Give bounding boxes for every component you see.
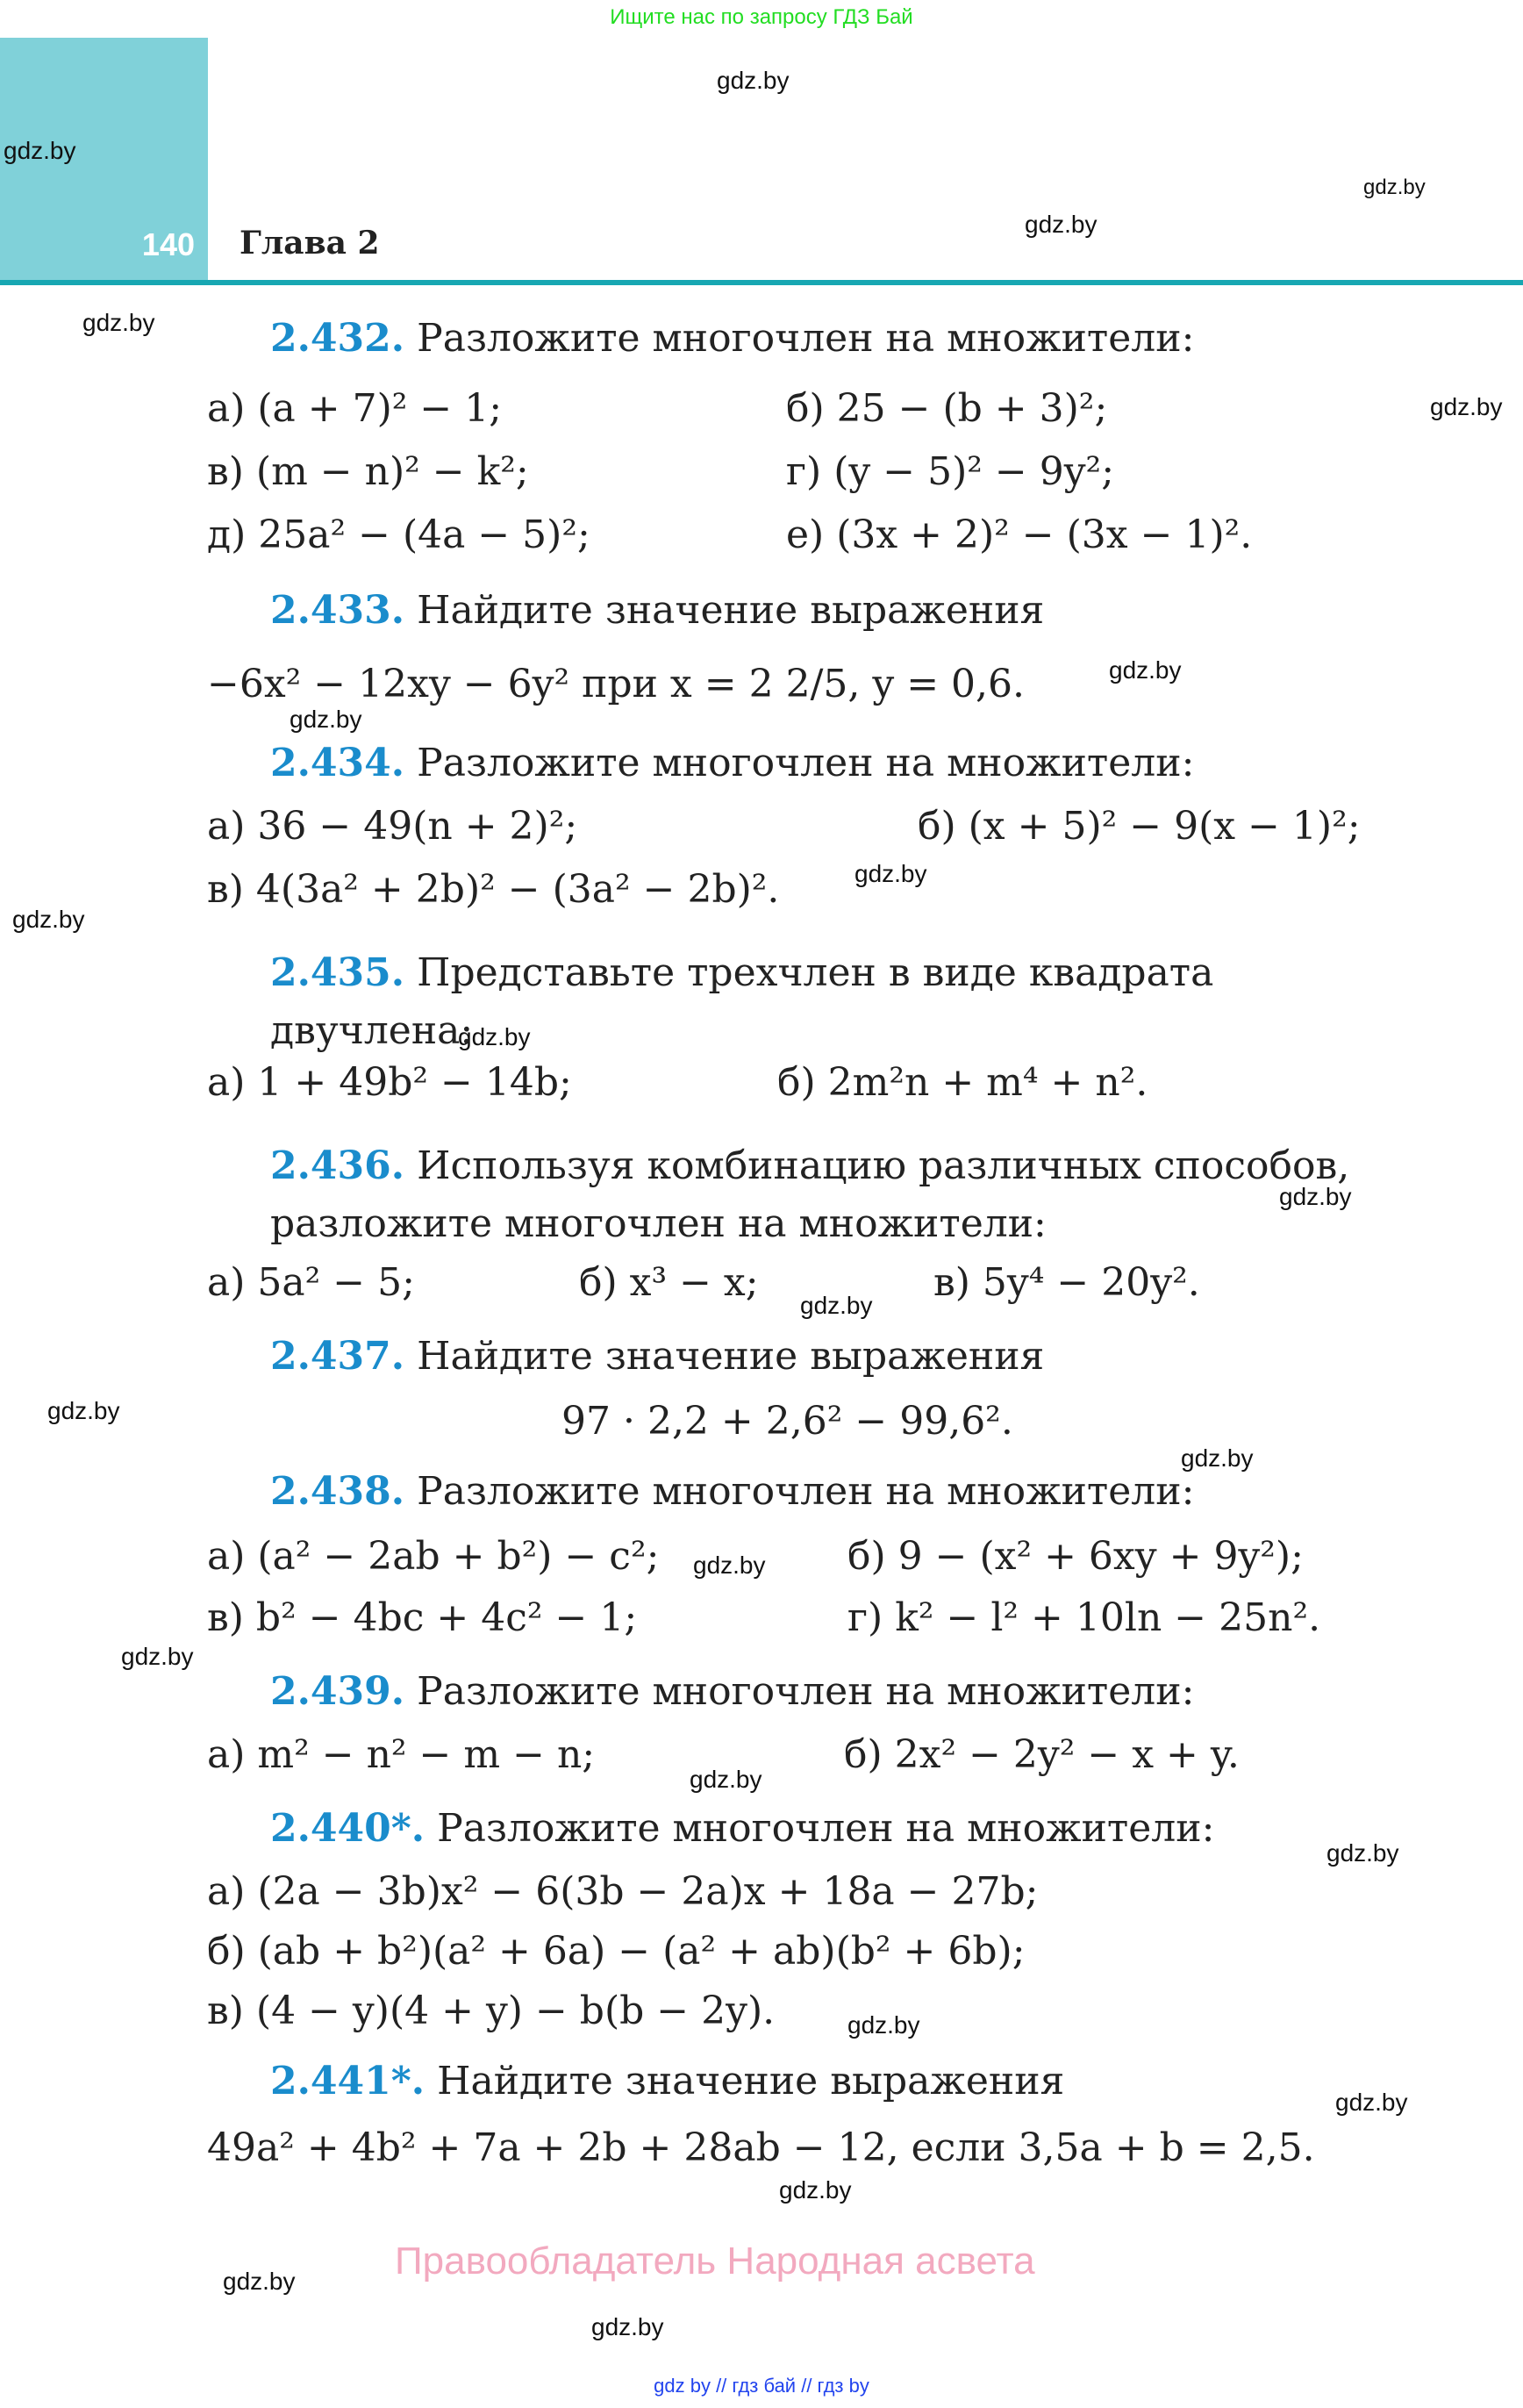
watermark: gdz.by [847,2011,920,2039]
problem-item: в) (m − n)² − k²; [207,449,529,494]
problem-item: б) 9 − (x² + 6xy + 9y²); [847,1534,1304,1579]
problem-title: Представьте трехчлен в виде квадрата двучлена: [270,950,1214,1053]
watermark: gdz.by [1430,393,1503,420]
problem-item: а) (a + 7)² − 1; [207,386,503,431]
problem-number: 2.436. [270,1143,405,1188]
watermark: gdz.by [1326,1839,1399,1867]
chapter-title: Глава 2 [240,225,380,262]
problem-2432-heading [270,316,1195,361]
problem-2439-heading [270,1669,1195,1714]
problem-number: 2.439. [270,1669,405,1714]
problem-title: Найдите значение выражения [417,588,1045,633]
watermark: gdz.by [290,706,362,733]
problem-title: Разложите многочлен на множители: [417,1669,1195,1714]
problem-2441-heading [270,2059,1065,2103]
problem-item: б) 2m²n + m⁴ + n². [777,1060,1148,1105]
footer-links[interactable]: gdz by // гдз бай // гдз by [654,2375,869,2397]
watermark: gdz.by [717,67,790,94]
problem-title: Используя комбинацию различных способов, разложите многочлен на множители: [270,1143,1350,1246]
problem-2434-heading [270,741,1195,785]
problem-item: а) (a² − 2ab + b²) − c²; [207,1534,660,1579]
problem-item: а) 1 + 49b² − 14b; [207,1060,572,1105]
problem-2440-heading [270,1806,1215,1851]
problem-item: в) b² − 4bc + 4c² − 1; [207,1595,638,1640]
watermark: gdz.by [223,2268,296,2295]
watermark: gdz.by [121,1643,194,1670]
watermark: gdz.by [591,2313,664,2340]
problem-title: Разложите многочлен на множители: [417,1469,1195,1514]
problem-item: б) 2x² − 2y² − x + y. [844,1732,1240,1777]
top-banner: Ищите нас по запросу ГДЗ Бай [610,5,913,29]
problem-expression: 49a² + 4b² + 7a + 2b + 28ab − 12, если 3,5a + b = 2,5. [207,2125,1315,2170]
problem-2433-heading [270,588,1045,633]
watermark: gdz.by [1335,2089,1408,2116]
problem-title: Разложите многочлен на множители: [417,741,1195,785]
watermark: gdz.by [690,1766,762,1793]
problem-item: в) 4(3a² + 2b)² − (3a² − 2b)². [207,867,780,912]
problem-title: Найдите значение выражения [417,1334,1045,1379]
problem-item: г) k² − l² + 10ln − 25n². [847,1595,1321,1640]
problem-2438-heading [270,1469,1195,1514]
problem-expression: −6x² − 12xy − 6y² при x = 2 2/5, y = 0,6. [207,662,1026,706]
page-number: 140 [141,226,195,262]
copyright-notice: Правообладатель Народная асвета [395,2240,1035,2283]
watermark: gdz.by [800,1292,873,1319]
problem-number: 2.434. [270,741,405,785]
problem-item: б) (x + 5)² − 9(x − 1)²; [918,804,1361,849]
watermark: gdz.by [1181,1444,1254,1472]
problem-number: 2.432. [270,316,405,361]
watermark: gdz.by [82,309,155,336]
problem-item: б) (ab + b²)(a² + 6a) − (a² + ab)(b² + 6b); [207,1929,1026,1974]
problem-number: 2.441*. [270,2059,425,2103]
problem-item: б) 25 − (b + 3)²; [786,386,1108,431]
problem-item: б) x³ − x; [579,1260,759,1305]
problem-item: г) (y − 5)² − 9y²; [786,449,1115,494]
problem-title: Разложите многочлен на множители: [417,316,1195,361]
watermark: gdz.by [47,1397,120,1424]
watermark: gdz.by [4,137,76,164]
problem-expression: 97 · 2,2 + 2,6² − 99,6². [561,1399,1013,1444]
watermark: gdz.by [12,906,85,933]
watermark: gdz.by [693,1552,766,1579]
problem-2435-heading [270,944,1377,1060]
watermark: gdz.by [1279,1183,1352,1210]
problem-number: 2.437. [270,1334,405,1379]
problem-item: а) 5a² − 5; [207,1260,415,1305]
watermark: gdz.by [1363,176,1426,199]
problem-item: а) 36 − 49(n + 2)²; [207,804,578,849]
watermark: gdz.by [779,2176,852,2204]
problem-item: е) (3x + 2)² − (3x − 1)². [786,512,1253,557]
problem-item: д) 25a² − (4a − 5)²; [207,512,590,557]
watermark: gdz.by [854,860,927,887]
problem-2436-heading [270,1137,1377,1253]
problem-number: 2.433. [270,588,405,633]
watermark: gdz.by [458,1023,531,1050]
problem-number: 2.435. [270,950,405,995]
problem-title: Найдите значение выражения [437,2059,1065,2103]
header-rule [0,280,1523,285]
problem-title: Разложите многочлен на множители: [437,1806,1215,1851]
problem-item: в) 5y⁴ − 20y². [933,1260,1200,1305]
problem-item: в) (4 − y)(4 + y) − b(b − 2y). [207,1989,776,2033]
watermark: gdz.by [1109,656,1182,684]
problem-item: а) (2a − 3b)x² − 6(3b − 2a)x + 18a − 27b; [207,1869,1039,1914]
problem-number: 2.438. [270,1469,405,1514]
problem-item: а) m² − n² − m − n; [207,1732,596,1777]
problem-2437-heading [270,1334,1045,1379]
watermark: gdz.by [1025,211,1098,238]
problem-number: 2.440*. [270,1806,425,1851]
